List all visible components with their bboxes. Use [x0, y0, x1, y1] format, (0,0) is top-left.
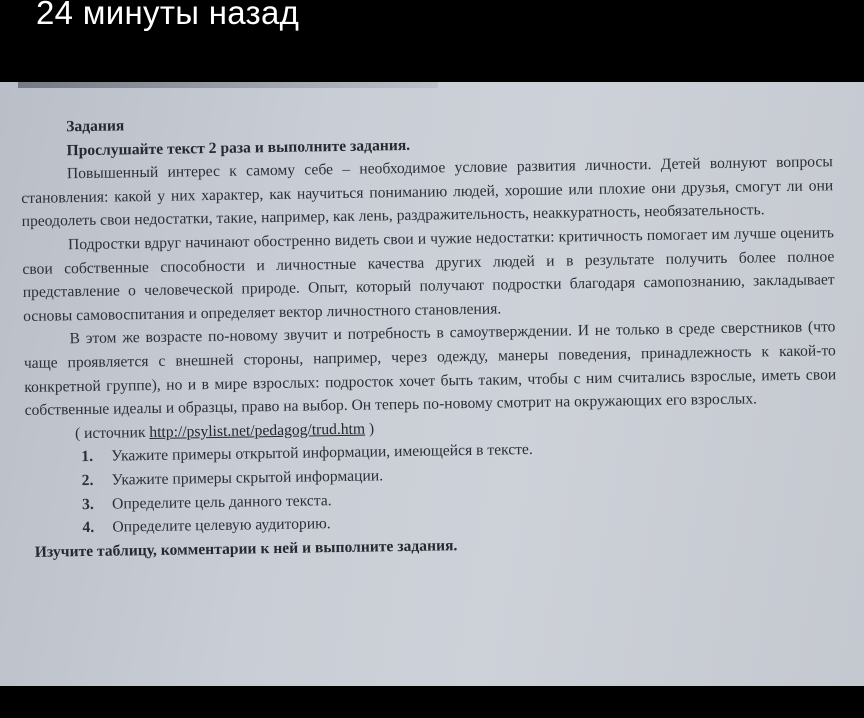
task-number: 2. [81, 471, 94, 489]
task-number: 1. [81, 448, 94, 466]
bottom-overlay-bar [0, 686, 864, 718]
task-number: 4. [82, 518, 95, 537]
task-text: Укажите примеры открытой информации, имеющейся в тексте. [111, 441, 533, 465]
section-title: Задания [66, 117, 125, 136]
source-suffix: ) [368, 420, 375, 438]
document-page [20, 103, 839, 564]
top-overlay-bar [0, 0, 864, 82]
task-text: Определите целевую аудиторию. [112, 515, 331, 536]
task-list [25, 434, 838, 541]
paragraph-3: В этом же возрасте по-новому звучит и потребность в самоутверждении. И не только в среде сверстников (что чаще проявляется с внешней стороны, например, через одежду, манеры поведения, принадлежность к какой-то конкретной группе), но и в мире взрослых: подросток хочет быть таким, чтобы с ним считались взрослые, иметь свои собственные идеалы и образцы, право на выбор. Он теперь по-новому смотрит на окружающих его взрослых. [23, 318, 837, 420]
task-text: Укажите примеры скрытой информации. [111, 467, 384, 489]
task-number: 3. [81, 495, 94, 513]
task-text: Определите цель данного текста. [111, 491, 332, 513]
paragraph-2: Подростки вдруг начинают обостренно видеть свои и чужие недостатки: критичность помогает им лучше оценить свои собственные способности и личностные качества других людей и в результате получить более полное представление о человеческой природе. Опыт, который получают подростки благодаря самопознанию, закладывает основы самовоспитания и определяет вектор личностного становления. [22, 224, 835, 325]
cropped-text-line [18, 82, 438, 88]
paragraph-1: Повышенный интерес к самому себе – необходимое условие развития личности. Детей волнуют вопросы становления: какой у них характер, как научиться пониманию людей, хорошие или плохие они друзья, смогут ли они преодолеть свои недостатки, такие, например, как лень, раздражительность, неаккуратность, необязательность. [21, 153, 834, 231]
source-link: http://psylist.net/pedagog/trud.htm [149, 420, 366, 441]
instruction-heading: Прослушайте текст 2 раза и выполните задания. [66, 136, 411, 159]
document-photo [0, 82, 864, 686]
next-task-heading: Изучите таблицу, комментарии к ней и выполните задания. [34, 536, 458, 561]
timestamp-label: 24 минуты назад [36, 0, 300, 31]
source-prefix: ( источник [74, 423, 146, 442]
